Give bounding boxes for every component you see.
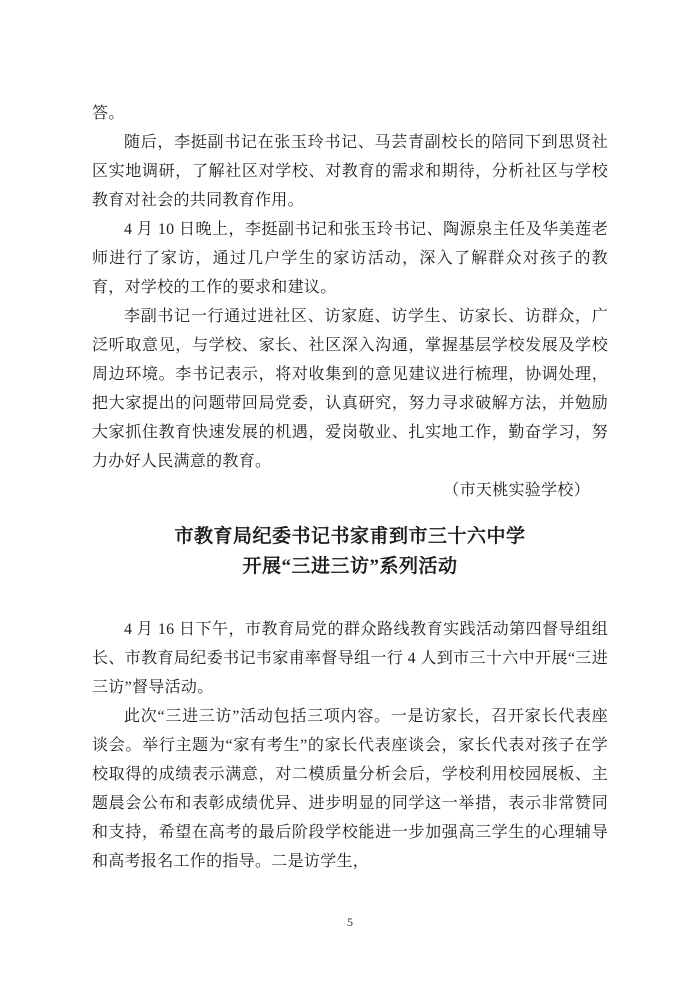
page-content [92, 99, 608, 876]
article2-paragraph-2: 此次“三进三访”活动包括三项内容。一是访家长，召开家长代表座谈会。举行主题为“家有考生”的家长代表座谈会，家长代表对孩子在学校取得的成绩表示满意，对二模质量分析会后，学校利用校园展板、主题晨会公布和表彰成绩优异、进步明显的同学这一举措，表示非常赞同和支持，希望在高考的最后阶段学校能进一步加强高三学生的心理辅导和高考报名工作的指导。二是访学生， [92, 708, 608, 870]
article1-paragraph-2: 4 月 10 日晚上，李挺副书记和张玉玲书记、陶源泉主任及华美莲老师进行了家访，通过几户学生的家访活动，深入了解群众对孩子的教育，对学校的工作的要求和建议。 [92, 221, 608, 296]
article2-paragraph-1: 4 月 16 日下午，市教育局党的群众路线教育实践活动第四督导组组长、市教育局纪委书记韦家甫率督导组一行 4 人到市三十六中开展“三进三访”督导活动。 [92, 621, 608, 696]
continuation-line: 答。 [92, 105, 125, 122]
page-number: 5 [347, 915, 353, 929]
article1-paragraph-3: 李副书记一行通过进社区、访家庭、访学生、访家长、访群众，广泛听取意见，与学校、家长、社区深入沟通，掌握基层学校发展及学校周边环境。李书记表示，将对收集到的意见建议进行梳理，协调处理，把大家提出的问题带回局党委，认真研究，努力寻求破解方法，并勉励大家抓住教育快速发展的机遇，爱岗敬业、扎实地工作，勤奋学习，努力办好人民满意的教育。 [92, 308, 608, 470]
article1-paragraph-1: 随后，李挺副书记在张玉玲书记、马芸青副校长的陪同下到思贤社区实地调研，了解社区对学校、对教育的需求和期待，分析社区与学校教育对社会的共同教育作用。 [92, 134, 608, 209]
article2-title [92, 522, 608, 582]
article2-title-line2: 开展“三进三访”系列活动 [242, 556, 458, 577]
article2-title-line1: 市教育局纪委书记书家甫到市三十六中学 [174, 526, 526, 547]
article1-signature: （市天桃实验学校） [443, 482, 590, 499]
